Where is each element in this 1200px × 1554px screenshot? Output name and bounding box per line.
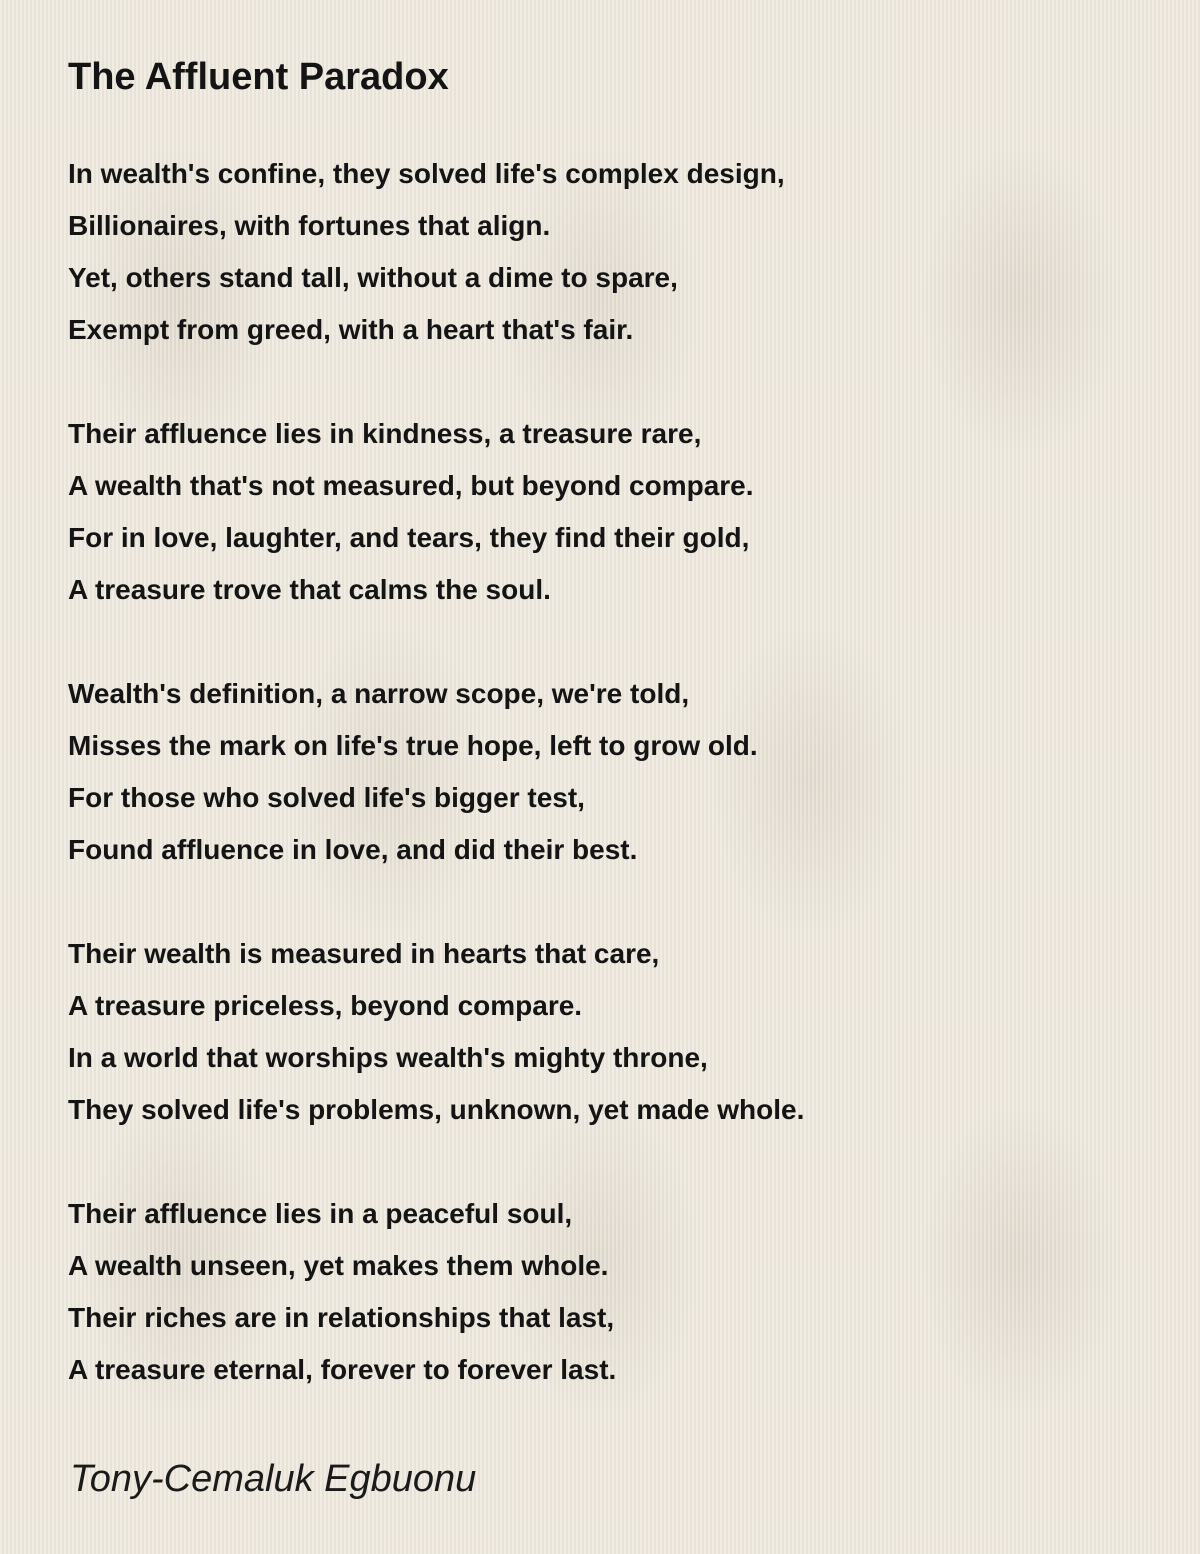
poem-title: The Affluent Paradox bbox=[68, 56, 449, 98]
poem-line: A wealth unseen, yet makes them whole. bbox=[68, 1250, 609, 1281]
poem-line: Found affluence in love, and did their best. bbox=[68, 834, 638, 865]
poem-line: Wealth's definition, a narrow scope, we're told, bbox=[68, 678, 690, 709]
poem-line: In a world that worships wealth's mighty throne, bbox=[68, 1042, 708, 1073]
poem-line: They solved life's problems, unknown, yet made whole. bbox=[68, 1094, 805, 1125]
poem-line: Their affluence lies in kindness, a treasure rare, bbox=[68, 418, 702, 449]
poem-line: Exempt from greed, with a heart that's fair. bbox=[68, 314, 634, 345]
stanza-1 bbox=[68, 148, 1148, 356]
stanza-3 bbox=[68, 668, 1148, 876]
poem-line: A treasure priceless, beyond compare. bbox=[68, 990, 583, 1021]
stanza-5 bbox=[68, 1188, 1148, 1396]
poem-line: Their affluence lies in a peaceful soul, bbox=[68, 1198, 573, 1229]
poem-line: A treasure trove that calms the soul. bbox=[68, 574, 551, 605]
poem-line: Misses the mark on life's true hope, left to grow old. bbox=[68, 730, 758, 761]
poem-line: Billionaires, with fortunes that align. bbox=[68, 210, 551, 241]
poem-line: A wealth that's not measured, but beyond compare. bbox=[68, 470, 754, 501]
poem-author: Tony-Cemaluk Egbuonu bbox=[70, 1458, 477, 1500]
poem-line: In wealth's confine, they solved life's complex design, bbox=[68, 158, 785, 189]
poem-line: A treasure eternal, forever to forever last. bbox=[68, 1354, 617, 1385]
stanza-4 bbox=[68, 928, 1148, 1136]
poem-line: Yet, others stand tall, without a dime to spare, bbox=[68, 262, 678, 293]
poem-line: Their wealth is measured in hearts that care, bbox=[68, 938, 660, 969]
stanza-2 bbox=[68, 408, 1148, 616]
poem-container bbox=[68, 52, 1148, 1448]
poem-line: For in love, laughter, and tears, they find their gold, bbox=[68, 522, 750, 553]
poem-line: For those who solved life's bigger test, bbox=[68, 782, 585, 813]
poem-line: Their riches are in relationships that last, bbox=[68, 1302, 615, 1333]
